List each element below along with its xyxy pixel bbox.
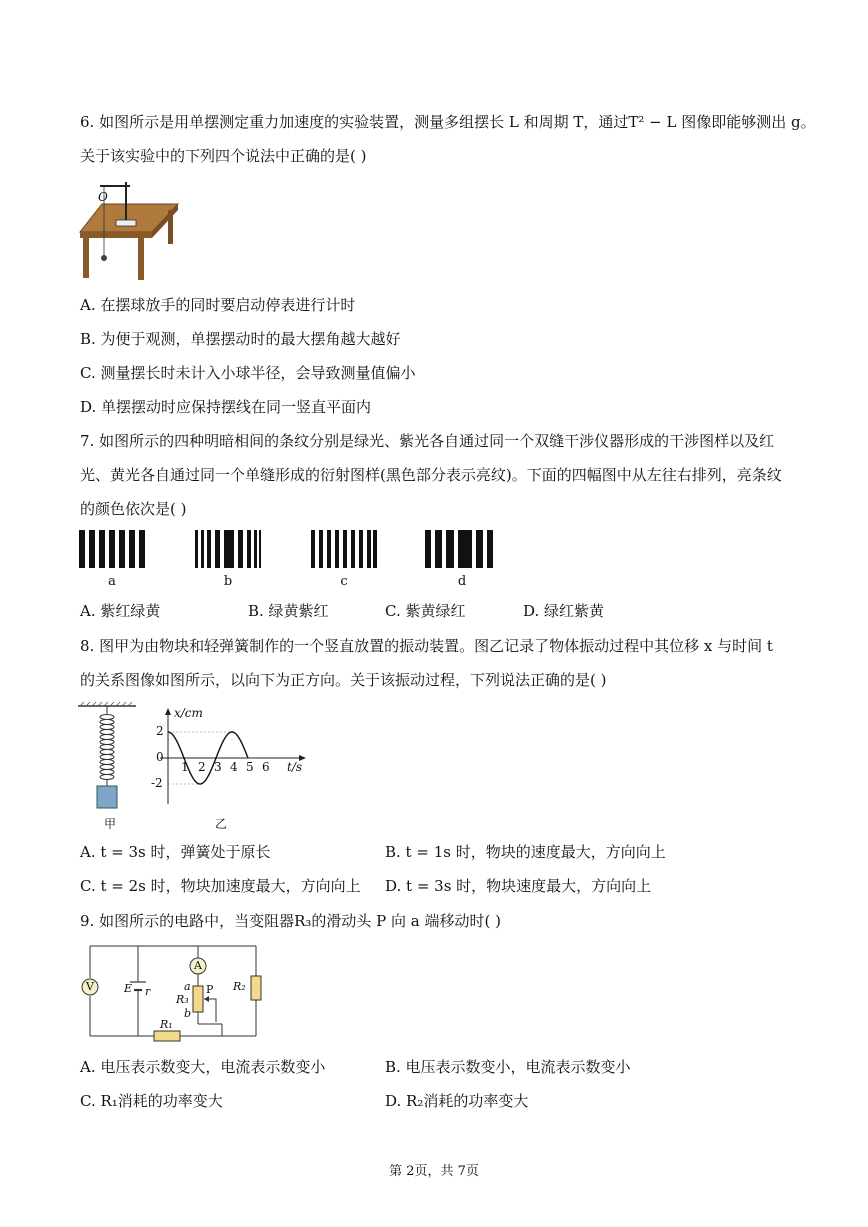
circuit-label-e: E bbox=[124, 982, 133, 995]
q7-stem-line3: 的颜色依次是( ) bbox=[80, 500, 187, 518]
q7-stem-line2: 光、黄光各自通过同一个单缝形成的衍射图样(黑色部分表示亮纹)。下面的四幅图中从左往右排列，亮条纹 bbox=[80, 466, 782, 484]
q8-stem-line2: 的关系图像如图所示，以向下为正方向。关于该振动过程，下列说法正确的是( ) bbox=[80, 671, 607, 689]
circuit-diagram bbox=[76, 942, 276, 1042]
q9-option-b: B. 电压表示数变小，电流表示数变小 bbox=[385, 1058, 631, 1076]
q7-stem-line1: 7. 如图所示的四种明暗相间的条纹分别是绿光、紫光各自通过同一个双缝干涉仪器形成的干涉图样以及红 bbox=[80, 432, 775, 450]
graph-ytick-neg2: -2 bbox=[151, 776, 163, 790]
q9-option-a: A. 电压表示数变大，电流表示数变小 bbox=[80, 1058, 326, 1076]
fringe-label-b: b bbox=[223, 574, 233, 589]
fringe-pattern-a bbox=[79, 530, 145, 568]
figure-label-jia: 甲 bbox=[104, 817, 117, 831]
q6-stem-line2: 关于该实验中的下列四个说法中正确的是( ) bbox=[80, 147, 367, 165]
circuit-label-a-end: a bbox=[184, 980, 191, 993]
q6-option-b: B. 为便于观测，单摆摆动时的最大摆角越大越好 bbox=[80, 330, 401, 348]
q7-option-d: D. 绿红紫黄 bbox=[523, 602, 605, 620]
graph-xtick-2: 2 bbox=[198, 760, 206, 774]
circuit-label-r: r bbox=[145, 985, 151, 998]
displacement-time-graph bbox=[140, 700, 310, 810]
fringe-label-d: d bbox=[457, 574, 467, 589]
circuit-label-b-end: b bbox=[184, 1007, 192, 1020]
graph-ytick-0: 0 bbox=[156, 750, 164, 764]
graph-xtick-6: 6 bbox=[262, 760, 270, 774]
fringe-label-c: c bbox=[340, 574, 348, 589]
circuit-label-v: V bbox=[86, 980, 94, 993]
q7-option-c: C. 紫黄绿红 bbox=[385, 602, 466, 620]
graph-xtick-3: 3 bbox=[214, 760, 222, 774]
graph-ytick-2: 2 bbox=[156, 724, 164, 738]
circuit-label-r1: R₁ bbox=[160, 1018, 173, 1031]
q6-option-a: A. 在摆球放手的同时要启动停表进行计时 bbox=[80, 296, 356, 314]
fringe-pattern-c bbox=[311, 530, 377, 568]
graph-ylabel: x/cm bbox=[174, 706, 203, 720]
graph-xtick-1: 1 bbox=[181, 760, 189, 774]
q6-option-d: D. 单摆摆动时应保持摆线在同一竖直平面内 bbox=[80, 398, 372, 416]
q8-option-c: C. t = 2s 时，物块加速度最大，方向向上 bbox=[80, 877, 361, 895]
q8-option-b: B. t = 1s 时，物块的速度最大，方向向上 bbox=[385, 843, 666, 861]
q7-option-a: A. 紫红绿黄 bbox=[80, 602, 161, 620]
graph-xtick-5: 5 bbox=[246, 760, 254, 774]
graph-xlabel: t/s bbox=[287, 760, 303, 774]
graph-xtick-4: 4 bbox=[230, 760, 238, 774]
fringe-pattern-b bbox=[195, 530, 261, 568]
circuit-label-a: A bbox=[194, 959, 202, 972]
pendulum-label-o: O bbox=[98, 190, 108, 204]
q9-stem-line1: 9. 如图所示的电路中，当变阻器R₃的滑动头 P 向 a 端移动时( ) bbox=[80, 912, 501, 930]
fringe-pattern-d bbox=[425, 530, 495, 568]
q8-option-d: D. t = 3s 时，物块速度最大，方向向上 bbox=[385, 877, 652, 895]
figure-label-yi: 乙 bbox=[215, 817, 228, 831]
q8-stem-line1: 8. 图甲为由物块和轻弹簧制作的一个竖直放置的振动装置。图乙记录了物体振动过程中其位移 x 与时间 t bbox=[80, 637, 773, 655]
q9-option-c: C. R₁消耗的功率变大 bbox=[80, 1092, 223, 1110]
q6-option-c: C. 测量摆长时未计入小球半径，会导致测量值偏小 bbox=[80, 364, 416, 382]
circuit-label-r2: R₂ bbox=[233, 980, 246, 993]
q8-option-a: A. t = 3s 时，弹簧处于原长 bbox=[80, 843, 271, 861]
circuit-label-r3: R₃ bbox=[176, 993, 189, 1006]
q6-stem-line1: 6. 如图所示是用单摆测定重力加速度的实验装置，测量多组摆长 L 和周期 T，通过T² − L 图像即能够测出 g。 bbox=[80, 113, 816, 131]
page-footer: 第 2页，共 7页 bbox=[389, 1164, 479, 1179]
circuit-label-p: P bbox=[206, 983, 214, 996]
spring-oscillator-figure bbox=[78, 702, 140, 810]
q7-option-b: B. 绿黄紫红 bbox=[248, 602, 329, 620]
pendulum-apparatus-figure bbox=[80, 178, 180, 282]
fringe-label-a: a bbox=[108, 574, 116, 589]
q9-option-d: D. R₂消耗的功率变大 bbox=[385, 1092, 529, 1110]
